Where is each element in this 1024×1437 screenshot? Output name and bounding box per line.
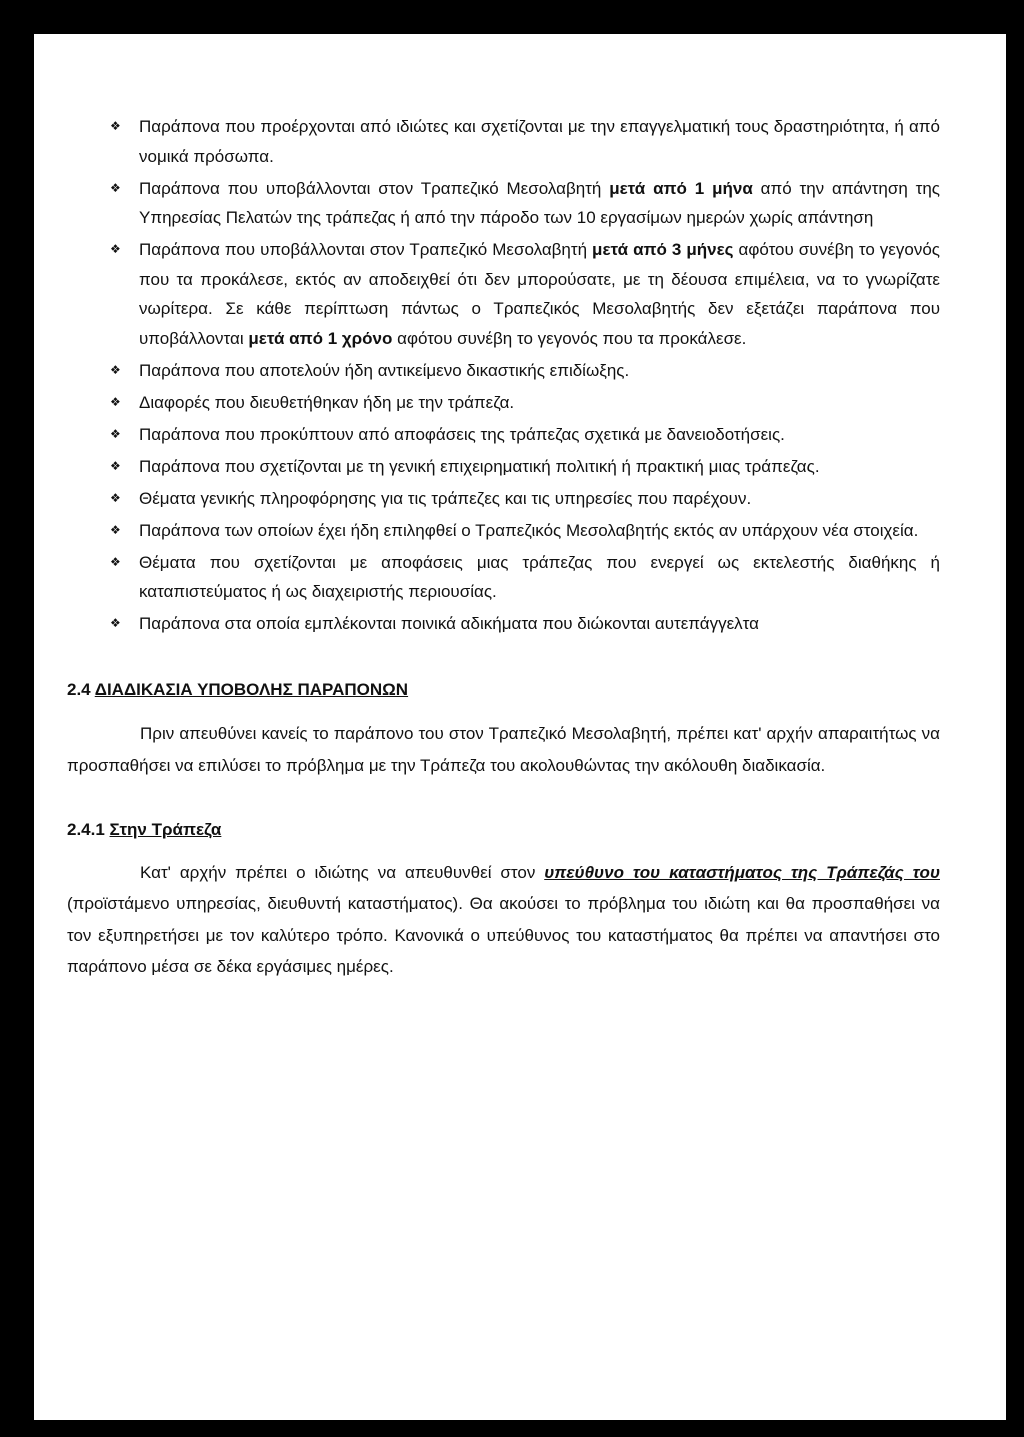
item-text: Παράπονα των οποίων έχει ήδη επιληφθεί ο Τραπεζικός Μεσολαβητής εκτός αν υπάρχουν νέα στοιχεία. — [139, 520, 919, 540]
exclusion-item — [106, 356, 940, 386]
subsection-title: Στην Τράπεζα — [109, 820, 222, 839]
diamond-bullet-icon: ❖ — [110, 119, 121, 133]
diamond-bullet-icon: ❖ — [110, 180, 121, 195]
diamond-bullet-icon: ❖ — [110, 522, 121, 537]
section-heading — [67, 675, 940, 705]
section-number: 2.4 — [67, 679, 95, 699]
item-text: αφότου συνέβη το γεγονός που τα προκάλεσε, εκτός αν αποδειχθεί ότι δεν μπορούσατε, με τη δέουσα επιμέλεια, να το γνωρίζατε νωρίτερα. Σε κάθε περίπτωση πάντως ο Τραπεζικός Μεσολαβητής δεν εξετάζει παράπονα που υποβάλλονται — [139, 240, 940, 348]
exclusion-item — [106, 452, 940, 482]
item-text: Θέματα που σχετίζονται με αποφάσεις μιας τράπεζας που ενεργεί ως εκτελεστής διαθήκης ή καταπιστεύματος ή ως διαχειριστής περιουσίας. — [139, 552, 940, 601]
emphasis-text: μετά από 1 μήνα — [609, 178, 753, 198]
item-text: Διαφορές που διευθετήθηκαν ήδη με την τράπεζα. — [139, 392, 515, 412]
emphasis-text: μετά από 1 χρόνο — [248, 328, 393, 348]
document-page — [34, 34, 1006, 1420]
subsection-text-emphasis: υπεύθυνο του καταστήματος της Τράπεζάς του — [544, 862, 940, 882]
item-text: Παράπονα που υποβάλλονται στον Τραπεζικό Μεσολαβητή — [139, 240, 593, 259]
item-text: Θέματα γενικής πληροφόρησης για τις τράπεζες και τις υπηρεσίες που παρέχουν. — [139, 488, 752, 508]
subsection-heading — [67, 815, 940, 845]
subsection-number: 2.4.1 — [67, 820, 110, 839]
diamond-bullet-icon: ❖ — [110, 362, 121, 377]
diamond-bullet-icon: ❖ — [110, 242, 121, 256]
exclusion-item — [106, 609, 940, 639]
item-text: Παράπονα που προέρχονται από ιδιώτες και σχετίζονται με την επαγγελματική τους δραστηριότητα, ή από νομικά πρόσωπα. — [139, 117, 940, 166]
exclusion-item — [106, 388, 940, 418]
exclusion-item — [106, 235, 940, 353]
diamond-bullet-icon: ❖ — [110, 554, 121, 569]
item-text: Παράπονα που αποτελούν ήδη αντικείμενο δικαστικής επιδίωξης. — [139, 360, 630, 380]
item-text: από την απάντηση της Υπηρεσίας Πελατών της τράπεζας ή από την πάροδο των 10 εργασίμων ημερών χωρίς απάντηση — [139, 178, 941, 227]
exclusion-item — [106, 420, 940, 450]
exclusions-list — [106, 112, 940, 639]
exclusion-item — [106, 112, 940, 171]
item-text: Παράπονα που προκύπτουν από αποφάσεις της τράπεζας σχετικά με δανειοδοτήσεις. — [139, 424, 785, 444]
diamond-bullet-icon: ❖ — [110, 616, 121, 630]
item-text: Παράπονα που υποβάλλονται στον Τραπεζικό Μεσολαβητή — [139, 178, 610, 198]
emphasis-text: μετά από 3 μήνες — [592, 240, 734, 259]
subsection-text-after: (προϊστάμενο υπηρεσίας, διευθυντή καταστήματος). Θα ακούσει το πρόβλημα του ιδιώτη και θα προσπαθήσει να τον εξυπηρετήσει με τον καλύτερο τρόπο. Κανονικά ο υπεύθυνος του καταστήματος θα πρέπει να απαντήσει στο παράπονο μέσα σε δέκα εργάσιμες ημέρες. — [67, 894, 940, 976]
item-text: Παράπονα που σχετίζονται με τη γενική επιχειρηματική πολιτική ή πρακτική μιας τράπεζας. — [139, 456, 820, 476]
subsection-text-before: Κατ' αρχήν πρέπει ο ιδιώτης να απευθυνθεί στον — [140, 862, 545, 882]
diamond-bullet-icon: ❖ — [110, 490, 121, 505]
section-intro-paragraph: Πριν απευθύνει κανείς το παράπονο του στον Τραπεζικό Μεσολαβητή, πρέπει κατ' αρχήν απαραιτήτως να προσπαθήσει να επιλύσει το πρόβλημα με την Τράπεζα του ακολουθώντας την ακόλουθη διαδικασία. — [67, 724, 940, 775]
diamond-bullet-icon: ❖ — [110, 394, 121, 409]
item-text: Παράπονα στα οποία εμπλέκονται ποινικά αδικήματα που διώκονται αυτεπάγγελτα — [139, 614, 759, 633]
exclusion-item — [106, 516, 940, 546]
diamond-bullet-icon: ❖ — [110, 426, 121, 441]
subsection-paragraph — [67, 857, 940, 983]
document-content — [67, 112, 941, 983]
section-title: ΔΙΑΔΙΚΑΣΙΑ ΥΠΟΒΟΛΗΣ ΠΑΡΑΠΟΝΩΝ — [94, 679, 409, 699]
diamond-bullet-icon: ❖ — [110, 458, 121, 473]
exclusion-item — [106, 484, 940, 514]
exclusion-item — [106, 548, 940, 607]
exclusion-item — [106, 174, 940, 233]
item-text: αφότου συνέβη το γεγονός που τα προκάλεσε. — [392, 328, 747, 348]
